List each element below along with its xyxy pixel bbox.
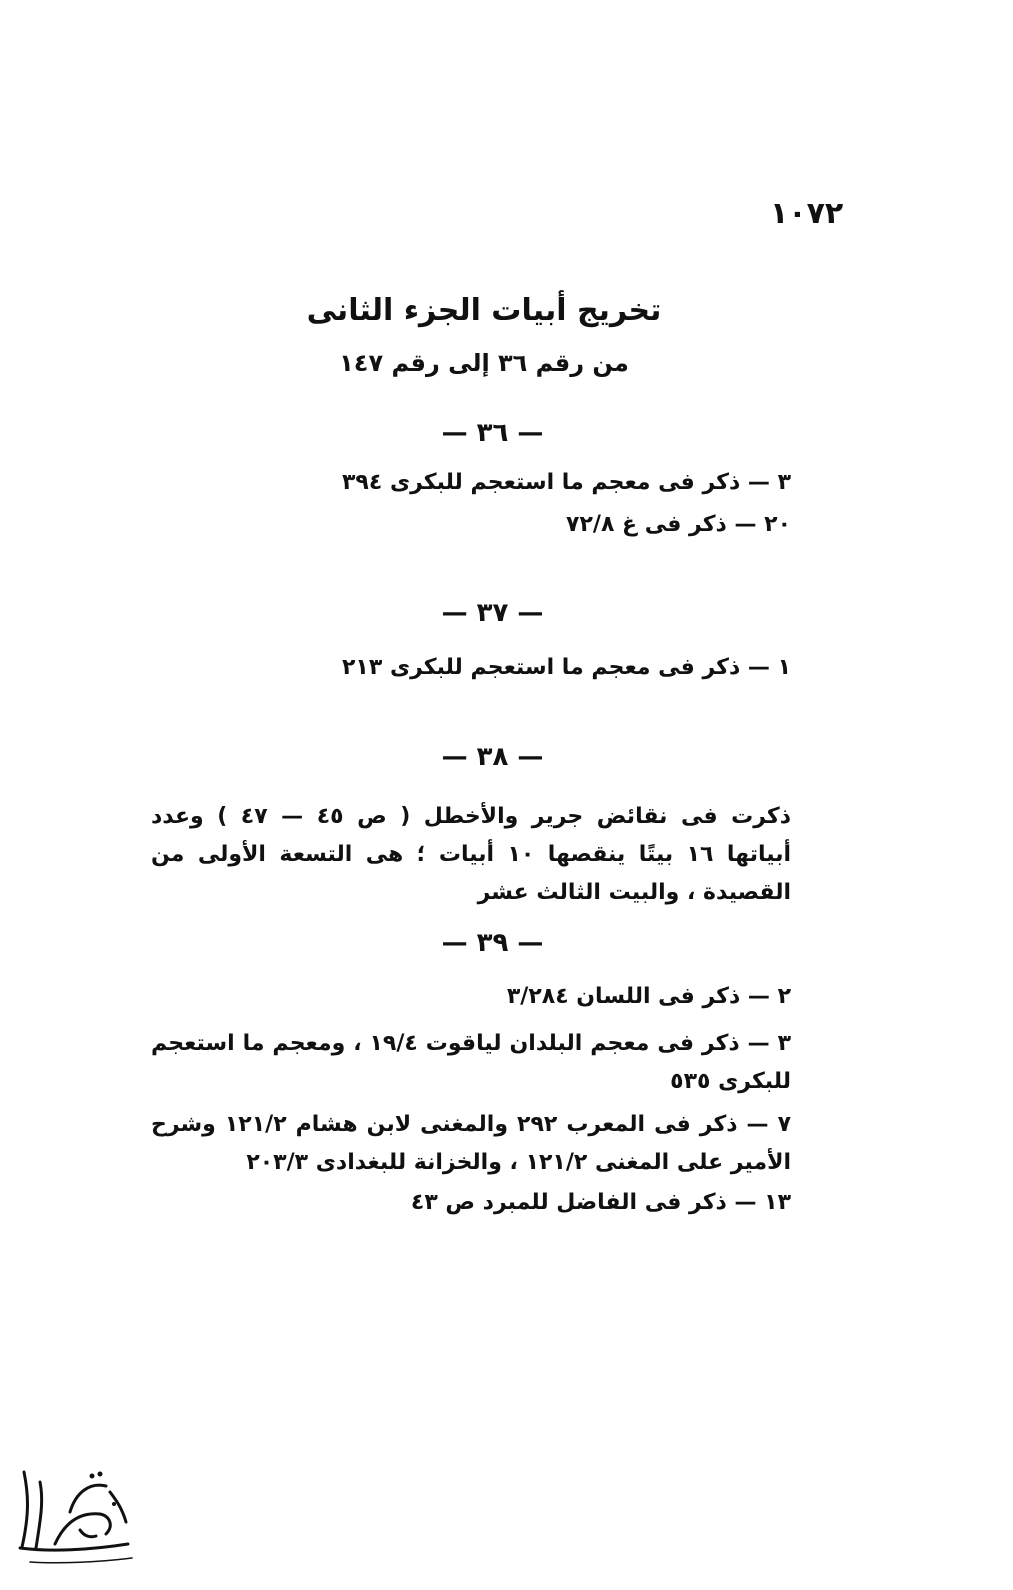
section-heading-39: — ٣٩ — (441, 928, 544, 958)
entry-paragraph: ذكرت فى نقائض جرير والأخطل ( ص ٤٥ — ٤٧ ) وعدد أبياتها ١٦ بيتًا ينقصها ١٠ أبيات ؛ هى التسعة الأولى من القصيدة ، والبيت الثالث عشر (151, 804, 791, 905)
entry-line: ٣ — ذكر فى معجم ما استعجم للبكرى ٣٩٤ (341, 470, 791, 495)
page-subtitle: من رقم ٣٦ إلى رقم ١٤٧ (339, 349, 629, 377)
entry-line: ١٣ — ذكر فى الفاضل للمبرد ص ٤٣ (410, 1190, 791, 1215)
page-title: تخريج أبيات الجزء الثانى (306, 293, 662, 328)
entry-line: ٧ — ذكر فى المعرب ٢٩٢ والمغنى لابن هشام ١٢١/٢ وشرح الأمير على المغنى ١٢١/٢ ، والخزانة للبغدادى ٢٠٣/٣ (151, 1112, 791, 1175)
page-number: ١٠٧٢ (770, 196, 844, 231)
entry-line: ٢ — ذكر فى اللسان ٣/٢٨٤ (506, 984, 791, 1009)
entry-line: ٢٠ — ذكر فى غ ٧٢/٨ (566, 512, 791, 537)
section-heading-38: — ٣٨ — (441, 742, 544, 772)
section-heading-36: — ٣٦ — (441, 418, 544, 448)
entry-line: ١ — ذكر فى معجم ما استعجم للبكرى ٢١٣ (341, 655, 791, 680)
section-heading-37: — ٣٧ — (441, 598, 544, 628)
calligraphy-stamp (10, 1452, 140, 1572)
entry-line: ٣ — ذكر فى معجم البلدان لياقوت ١٩/٤ ، ومعجم ما استعجم للبكرى ٥٣٥ (151, 1031, 791, 1094)
